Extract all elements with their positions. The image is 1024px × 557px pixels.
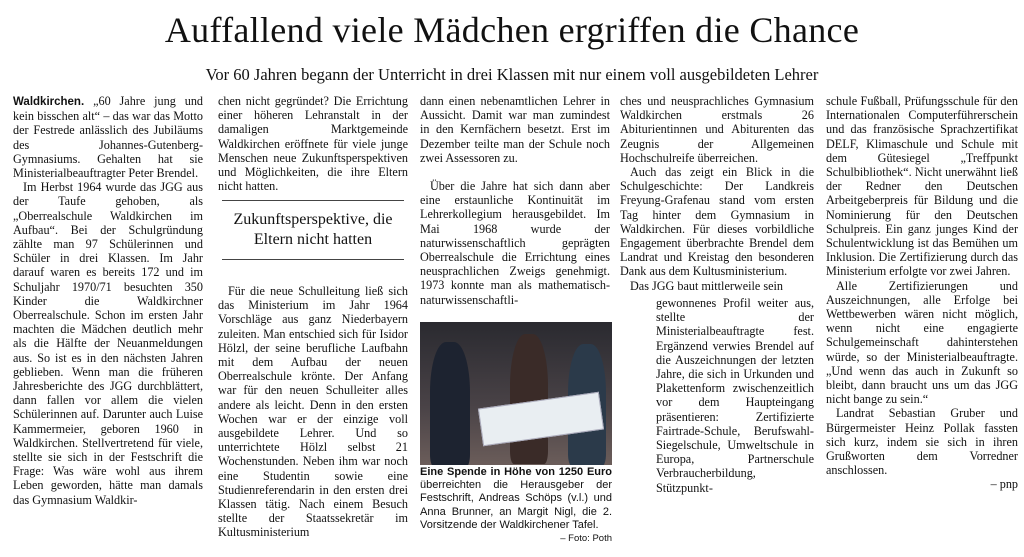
paragraph: gewonnenes Profil weiter aus, stellte der Ministerialbeauftragte fest. Ergänzend verwies Brendel auf die Auszeichnungen der letzten Jahre, die sich in Urkunden und Plakettenform zwischenzeitlich vor dem Haupteingang präsentieren: Zertifizierte Fairtrade-Schule, Berufswahl-Siegelschule, Umweltschule in Europa, Partnerschule Verbraucherbildung, Stützpunkt- — [656, 296, 814, 495]
paragraph — [13, 94, 203, 180]
paragraph: Über die Jahre hat sich dann aber eine erstaunliche Kontinuität im Lehrerkollegium herausgebildet. Im Mai 1968 wurde der naturwissenschaftlich geprägten Oberrealschule die Errichtung eines neusprachlichen Zweigs genehmigt. 1973 konnte man als mathematisch-naturwissenschaftli- — [420, 179, 610, 307]
paragraph: Auch das zeigt ein Blick in die Schulgeschichte: Der Landkreis Freyung-Grafenau stand vom ersten Tag hinter dem Gymnasium in Waldkirchen. Für dieses vorbildliche Engagement überbrachte Brendel dem Landrat und Kreistag den besonderen Dank aus dem Kultusministerium. — [620, 165, 814, 279]
article-column-1 — [13, 94, 203, 507]
paragraph: Landrat Sebastian Gruber und Bürgermeister Heinz Pollak fassten sich kurz, indem sie sich in ihren Grußworten dem Vorredner anschlossen. — [826, 406, 1018, 478]
article-column-5 — [826, 94, 1018, 492]
paragraph: Alle Zertifizierungen und Auszeichnungen, alle Erfolge bei Wettbewerben wären nicht möglich, wenn nicht eine engagierte Schulgemeinschaft dahinterstehen würde, so der Ministerialbeauftragte. „Und wenn das auch in Zukunft so bleibt, dann braucht uns um das JGG nicht bange zu sein.“ — [826, 278, 1018, 407]
paragraph: ches und neusprachliches Gymnasium Waldkirchen erstmals 26 Abiturientinnen und Abiturenten das Zeugnis der Allgemeinen Hochschulreife überreichen. — [620, 94, 814, 165]
paragraph-text: „60 Jahre jung und kein bisschen alt“ – das war das Motto der Festrede anlässlich des Jubiläums des Johannes-Gutenberg-Gymnasiums. Gehalten hat sie Ministerialbeauftragter Peter Brendel. — [13, 94, 204, 181]
paragraph: chen nicht gegründet? Die Errichtung einer höheren Lehranstalt in der damaligen Marktgemeinde Waldkirchen eröffnete für viele junge Menschen neue Zukunftsperspektiven und Möglichkeiten, die ihre Eltern nicht hatten. — [218, 94, 408, 194]
paragraph: dann einen nebenamtlichen Lehrer in Aussicht. Damit war man zumindest in den Kernfächern besetzt. Erst im Dezember teilte man der Schule noch zwei Assessoren zu. — [420, 94, 610, 165]
dateline: Waldkirchen. — [13, 96, 85, 108]
article-column-4-continued — [656, 296, 814, 495]
article-column-2-continued — [218, 284, 408, 540]
paragraph: Das JGG baut mittlerweile sein — [630, 278, 783, 293]
article-column-2 — [218, 94, 408, 193]
headline: Auffallend viele Mädchen ergriffen die Chance — [164, 10, 860, 50]
person-figure — [430, 342, 470, 465]
article-column-4 — [620, 94, 814, 293]
paragraph: schule Fußball, Prüfungsschule für den Internationalen Computerführerschein und das französische Sprachzertifikat DELF, Klimaschule und Schule mit dem Gütesiegel „Treffpunkt Schulbibliothek“. Nicht unerwähnt ließ der Redner den Deutschen Arbeitgeberpreis für Bildung und die Nominierung für den Deutschen Schulpreis. Ein ganz junges Kind der Schulentwicklung ist das Bemühen um Inklusion. Die Zertifizierung durch das Ministerium erfolgte vor zwei Jahren. — [826, 94, 1018, 279]
signoff: – pnp — [990, 477, 1018, 492]
article-column-3 — [420, 94, 610, 307]
subheadline: Vor 60 Jahren begann der Unterricht in drei Klassen mit nur einem voll ausgebildeten Lehrer — [205, 65, 819, 84]
photo-credit: – Foto: Poth — [560, 533, 612, 545]
caption-text: überreichten die Herausgeber der Festschrift, Andreas Schöps (v.l.) und Anna Brunner, an Margit Nigl, die 2. Vorsitzende der Waldkirchener Tafel. — [420, 479, 612, 531]
caption-lead: Eine Spende in Höhe von 1250 Euro — [420, 466, 612, 478]
pull-quote: Zukunftsperspektive, die Eltern nicht hatten — [222, 200, 404, 260]
event-photo — [420, 322, 612, 465]
paragraph: Für die neue Schulleitung ließ sich das Ministerium im Jahr 1964 Vorschläge aus ganz Niederbayern zuleiten. Man entschied sich für Isidor Hölzl, der seine berufliche Laufbahn mit dem Aufbau der neuen Oberrealschule krönte. Der Anfang war für den neuen Schulleiter alles andere als leicht. Denn in den ersten Wochen war er der einzige voll ausgebildete Lehrer. Und so unterrichtete Hölzl selbst 21 Wochenstunden. Neben ihm war noch eine Studentin sowie eine Studienreferendarin in den ersten drei Klassen tätig. Nach einem Besuch stellte der Staatssekretär im Kultusministerium — [218, 284, 408, 540]
paragraph: Im Herbst 1964 wurde das JGG aus der Taufe gehoben, als „Oberrealschule Waldkirchen im Aufbau“. Bei der Schulgründung zählte man 97 Schülerinnen und Schüler in drei Klassen. Im Jahr darauf waren es bereits 172 und im Schuljahr 1970/71 besuchten 350 Kinder die Waldkirchner Oberrealschule. Schon im ersten Jahr machten die Mädchen deutlich mehr als die Hälfte der Neuanmeldungen aus. So ist es in den nächsten Jahren geblieben. Wenn man die früheren Jahresberichte des JGG durchblättert, dann fallen vor allem die vielen Schülerinnen auf. Darunter auch Luise Kammermeier, geboren 1960 in Waldkirchen. Stellvertretend für viele, stellte sie sich in der Festschrift die Frage: Was wäre wohl aus ihrem Leben geworden, hätte man damals das Gymnasium Waldkir- — [13, 180, 203, 507]
photo-caption — [420, 466, 612, 545]
